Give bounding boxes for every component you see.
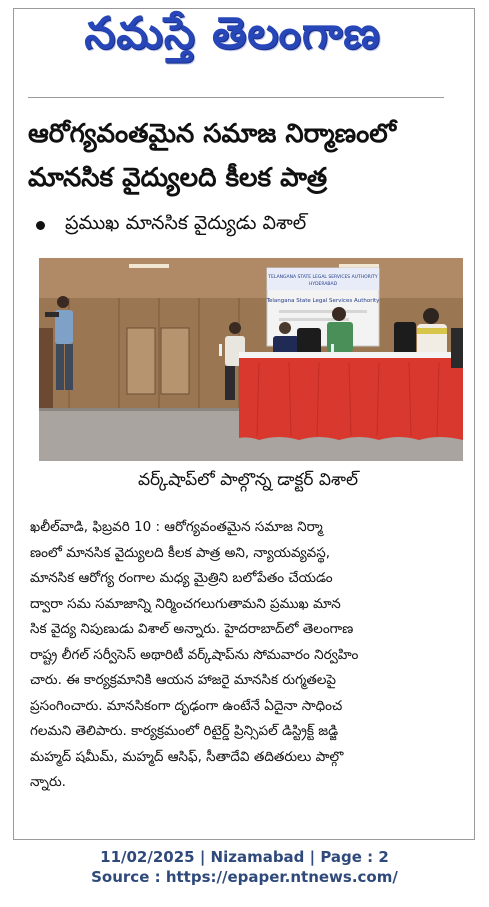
body-line: ఖలీల్‌వాడి, ఫిబ్రవరి 10 : ఆరోగ్యవంతమైన సమాజ నిర్మా	[30, 519, 323, 535]
photo-caption	[36, 468, 460, 498]
body-line: సిక వైద్య నిపుణుడు విశాల్ అన్నారు. హైదరాబాద్‌లో తెలంగాణ	[30, 621, 354, 637]
masthead-logo: నమస్తే తెలంగాణ	[84, 8, 381, 59]
bullet-icon	[36, 221, 45, 230]
headline-line-1: ఆరోగ్యవంతమైన సమాజ నిర్మాణంలో	[28, 119, 397, 149]
body-line: ణంలో మానసిక వైద్యులది కీలక పాత్ర అని, న్యాయవ్యవస్థ,	[30, 544, 330, 561]
article-body	[30, 515, 460, 796]
footer-source: Source : https://epaper.ntnews.com/	[91, 868, 398, 886]
body-line: ప్రసంగించారు. మానసికంగా దృఢంగా ఉంటేనే ఏదైనా సాధించ	[30, 697, 343, 714]
body-line: న్నారు.	[30, 774, 66, 790]
body-line: ద్వారా సమ సమాజాన్ని నిర్మించగలుగుతామని ప్రముఖ మాన	[30, 595, 341, 612]
body-line: మానసిక ఆరోగ్య రంగాల మధ్య మైత్రిని బలోపేతం చేయడం	[30, 570, 333, 586]
photo-banner-line-2: HYDERABAD	[308, 282, 338, 287]
article-photo	[39, 258, 463, 461]
headline-line-2: మానసిక వైద్యులది కీలక పాత్ర	[28, 163, 328, 193]
body-line: చారు. ఈ కార్యక్రమానికి ఆయన హాజరై మానసిక రుగ్మతలపై	[30, 672, 336, 688]
photo-banner-line-1: TELANGANA STATE LEGAL SERVICES AUTHORITY	[268, 275, 378, 280]
photo-banner-line-3: Telangana State Legal Services Authority	[266, 298, 380, 304]
masthead-divider	[28, 97, 444, 98]
subheading	[36, 212, 456, 239]
body-line: రాష్ట్ర లీగల్ సర్వీసెస్ అథారిటీ వర్క్‌షాప్‌ను సోమవారం నిర్వహిం	[30, 646, 359, 663]
body-line: మహ్మద్ షమీమ్, మహ్మద్ ఆసిఫ్, సీతాదేవి తదితరులు పాల్గొ	[30, 748, 344, 765]
footer-date-edition: 11/02/2025 | Nizamabad | Page : 2	[100, 848, 389, 866]
photo-caption-text: వర్క్‌షాప్‌లో పాల్గొన్న డాక్టర్ విశాల్	[137, 470, 359, 490]
body-line: గలమని తెలిపారు. కార్యక్రమంలో రిటైర్డ్ ప్రిన్సిపల్ డిస్ట్రిక్ట్ జడ్జి	[30, 723, 339, 739]
subheading-text: ప్రముఖ మానసిక వైద్యుడు విశాల్	[65, 212, 307, 234]
